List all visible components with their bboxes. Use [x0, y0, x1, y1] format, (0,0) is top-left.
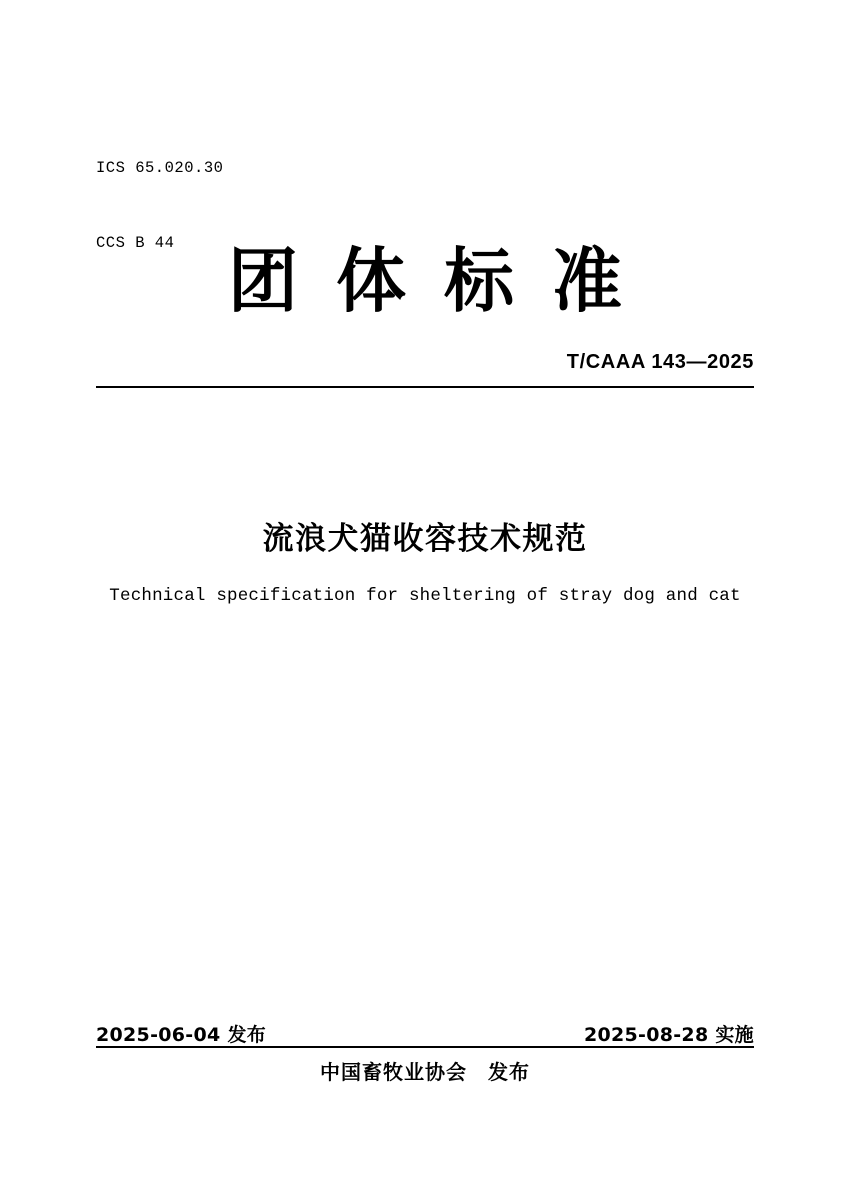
divider-top: [96, 386, 754, 388]
banner-title: 团体标准: [228, 240, 660, 322]
ics-code: ICS 65.020.30: [96, 159, 224, 177]
effective-date: 2025-08-28 实施: [583, 1024, 754, 1046]
publisher-name: 中国畜牧业协会 发布: [320, 1060, 530, 1084]
standard-number: T/CAAA 143—2025: [566, 351, 754, 373]
issue-date: 2025-06-04 发布: [96, 1024, 267, 1046]
page-subtitle-english: Technical specification for sheltering of stray dog and cat: [109, 586, 741, 606]
page-title: 流浪犬猫收容技术规范: [262, 521, 588, 557]
ccs-code: CCS B 44: [96, 234, 175, 252]
